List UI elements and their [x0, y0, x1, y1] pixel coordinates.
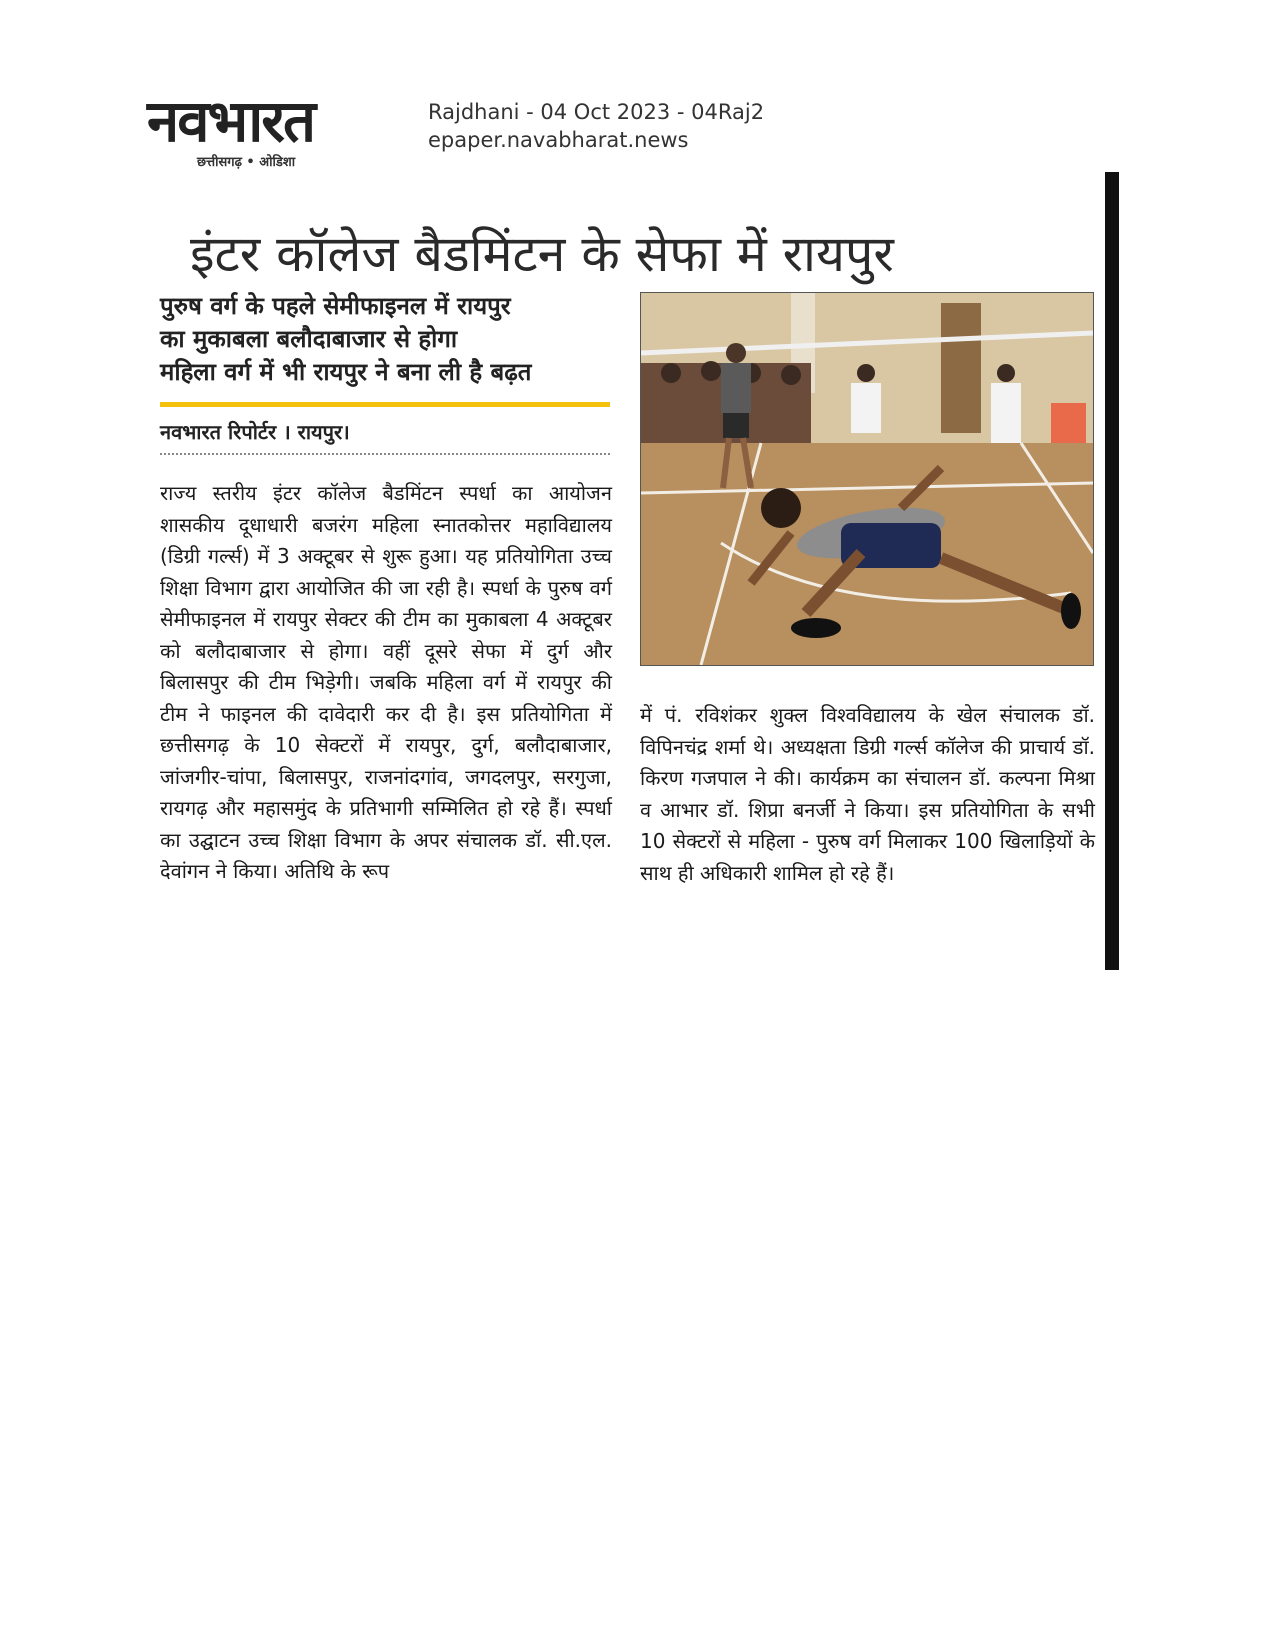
byline: नवभारत रिपोर्टर । रायपुर।: [160, 420, 350, 444]
article-headline: इंटर कॉलेज बैडमिंटन के सेफा में रायपुर: [190, 224, 894, 283]
badminton-match-photo: [640, 292, 1094, 666]
edition-info: [428, 98, 764, 154]
logo-subtitle: छत्तीसगढ़ • ओडिशा: [197, 155, 296, 170]
column-rule: [1105, 172, 1119, 970]
subheadline-line-1: पुरुष वर्ग के पहले सेमीफाइनल में रायपुर: [160, 292, 511, 320]
highlight-rule: [160, 402, 610, 407]
article-subheadline: [160, 290, 620, 389]
logo-text: नवभारत: [147, 87, 315, 155]
edition-url: epaper.navabharat.news: [428, 128, 689, 152]
subheadline-line-2: का मुकाबला बलौदाबाजार से होगा: [160, 325, 458, 353]
edition-date: Rajdhani - 04 Oct 2023 - 04Raj2: [428, 100, 765, 124]
subheadline-line-3: महिला वर्ग में भी रायपुर ने बना ली है बढ़त: [160, 358, 532, 386]
newspaper-logo: [147, 88, 402, 170]
article-column-2: में पं. रविशंकर शुक्ल विश्वविद्यालय के खेल संचालक डॉ. विपिनचंद्र शर्मा थे। अध्यक्षता डिग्री गर्ल्स कॉलेज की प्राचार्य डॉ. किरण गजपाल ने की। कार्यक्रम का संचालन डॉ. कल्पना मिश्रा व आभार डॉ. शिप्रा बनर्जी ने किया। इस प्रतियोगिता के सभी 10 सेक्टरों से महिला - पुरुष वर्ग मिलाकर 100 खिलाड़ियों के साथ ही अधिकारी शामिल हो रहे हैं।: [640, 703, 1095, 885]
photo-illustration: [641, 293, 1093, 665]
article-column-1: राज्य स्तरीय इंटर कॉलेज बैडमिंटन स्पर्धा का आयोजन शासकीय दूधाधारी बजरंग महिला स्नातकोत्तर महाविद्यालय (डिग्री गर्ल्स) में 3 अक्टूबर से शुरू हुआ। यह प्रतियोगिता उच्च शिक्षा विभाग द्वारा आयोजित की जा रही है। स्पर्धा के पुरुष वर्ग सेमीफाइनल में रायपुर सेक्टर की टीम का मुकाबला 4 अक्टूबर को बलौदाबाजार से होगा। वहीं दूसरे सेफा में दुर्ग और बिलासपुर की टीम भिड़ेगी। जबकि महिला वर्ग में रायपुर की टीम ने फाइनल की दावेदारी कर दी है। इस प्रतियोगिता में छत्तीसगढ़ के 10 सेक्टरों में रायपुर, दुर्ग, बलौदाबाजार, जांजगीर-चांपा, बिलासपुर, राजनांदगांव, जगदलपुर, सरगुजा, रायगढ़ और महासमुंद के प्रतिभागी सम्मिलित हो रहे हैं। स्पर्धा का उद्घाटन उच्च शिक्षा विभाग के अपर संचालक डॉ. सी.एल. देवांगन ने किया। अतिथि के रूप: [160, 481, 612, 883]
dotted-divider: [160, 453, 610, 455]
